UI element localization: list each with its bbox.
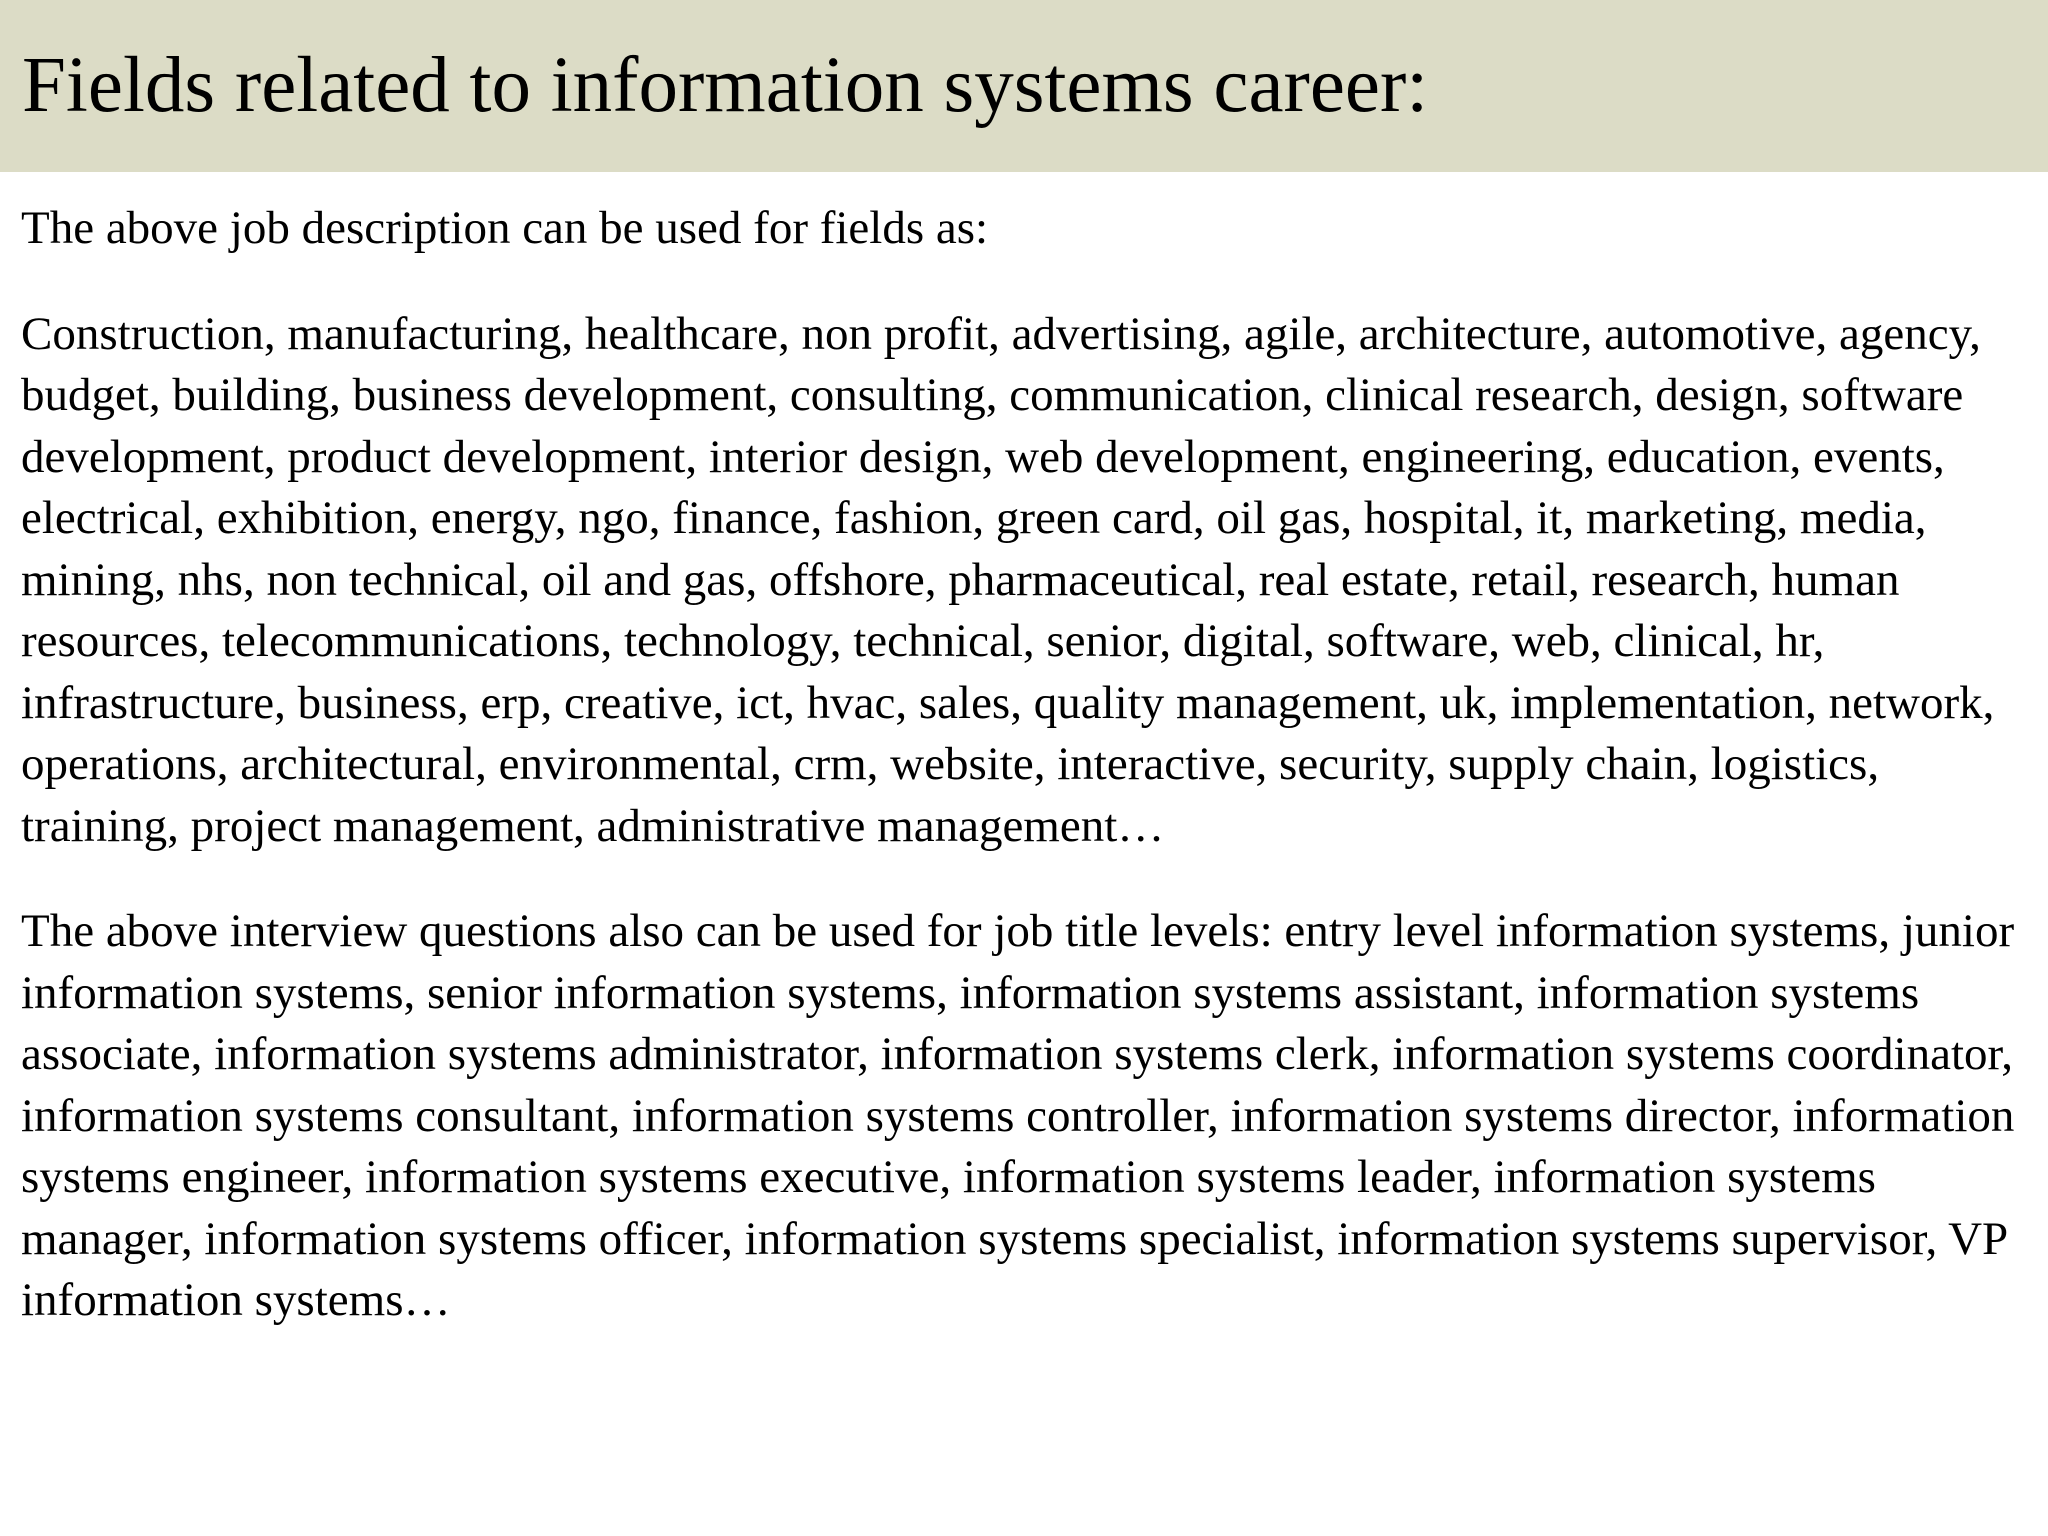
fields-paragraph: Construction, manufacturing, healthcare, non profit, advertising, agile, architecture, automotive, agency, budget, building, business development, consulting, communication, clinical research, design, software development, product development, interior design, web development, engineering, education, events, electrical, exhibition, energy, ngo, finance, fashion, green card, oil gas, hospital, it, marketing, media, mining, nhs, non technical, oil and gas, offshore, pharmaceutical, real estate, retail, research, human resources, telecommunications, technology, technical, senior, digital, software, web, clinical, hr, infrastructure, business, erp, creative, ict, hvac, sales, quality management, uk, implementation, network, operations, architectural, environmental, crm, website, interactive, security, supply chain, logistics, training, project management, administrative management… [21, 307, 1995, 852]
slide-body [21, 198, 2031, 1332]
job-levels-paragraph: The above interview questions also can be used for job title levels: entry level information systems, junior information systems, senior information systems, information systems assistant, information systems associate, information systems administrator, information systems clerk, information systems coordinator, information systems consultant, information systems controller, information systems director, information systems engineer, information systems executive, information systems leader, information systems manager, information systems officer, information systems specialist, information systems supervisor, VP information systems… [21, 905, 2015, 1326]
intro-paragraph: The above job description can be used for fields as: [21, 202, 989, 254]
slide-title: Fields related to information systems career: [22, 42, 1429, 129]
title-band [0, 0, 2048, 172]
